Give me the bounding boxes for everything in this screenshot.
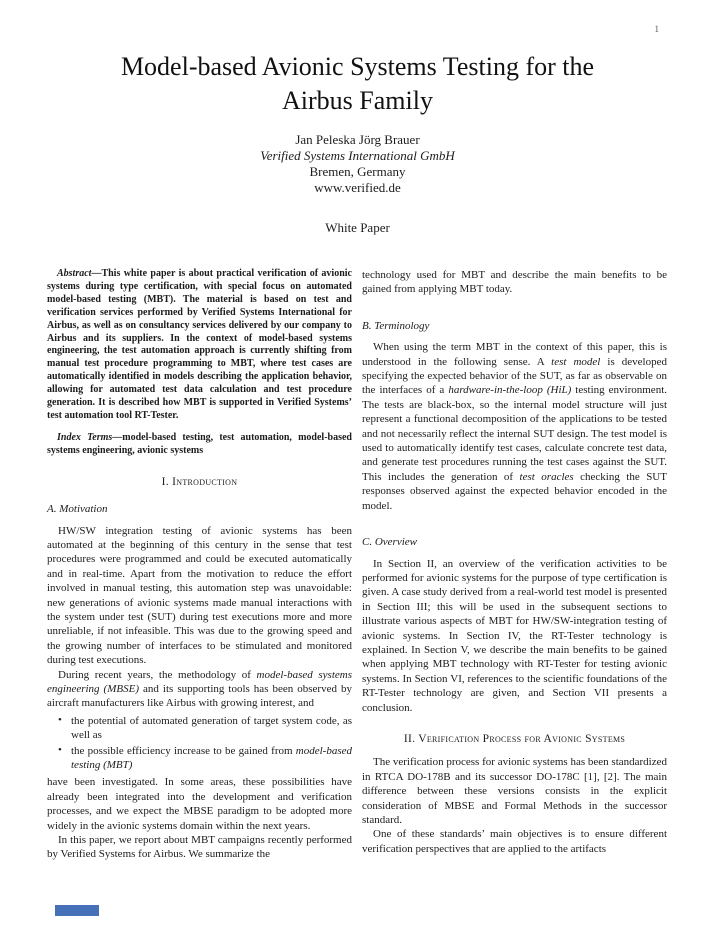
doc-type-label: White Paper bbox=[325, 220, 390, 235]
section-heading-verification-process: II. Verification Process for Avionic Systems bbox=[403, 732, 626, 745]
paragraph-motivation-3: have been investigated. In some areas, these possibilities have already been integrated into the development and verification processes, and we expect the MBSE paradigm to be adopted more widely in the avionic systems domain within the next years. bbox=[47, 776, 352, 832]
bullet-text: the possible efficiency increase to be gained from model-based testing (MBT) bbox=[71, 744, 352, 771]
section-heading-introduction: I. Introduction bbox=[161, 475, 238, 488]
index-terms-text: —model-based testing, test automation, model-based systems engineering, avionic systems bbox=[47, 431, 352, 456]
subsection-heading-terminology: B. Terminology bbox=[362, 319, 430, 332]
subsection-heading-overview: C. Overview bbox=[362, 536, 417, 549]
paragraph-terminology: When using the term MBT in the context of this paper, this is understood in the following sense. A test model is developed specifying the expected behavior of the SUT, as far as observable on the interfaces of a hardware-in-the-loop (HiL) testing environment. The tests are black-box, so the internal model structure will just represent a functional decomposition of the applications to be tested and not necessarily reflect the internal SUT design. The test model is used to automatically identify test cases, calculate concrete test data, and generate test procedures running the test cases against the SUT. This includes the generation of test oracles checking the SUT responses observed against the expected behavior encoded in the model. bbox=[362, 341, 667, 512]
abstract-paragraph bbox=[47, 268, 352, 423]
bullet-icon: • bbox=[58, 743, 62, 756]
paragraph-verification-2: One of these standards’ main objectives is to ensure different verification perspectives that are applied to the artifacts bbox=[362, 828, 667, 855]
bullet-icon: • bbox=[58, 713, 62, 726]
affiliation-line: Verified Systems International GmbH bbox=[260, 148, 455, 163]
paragraph-motivation-2: During recent years, the methodology of model-based systems engineering (MBSE) and its supporting tools has been observed by aircraft manufacturers like Airbus with growing interest, and bbox=[47, 668, 352, 710]
right-column bbox=[362, 268, 667, 862]
paragraph-continuation: technology used for MBT and describe the main benefits to be gained from applying MBT today. bbox=[362, 269, 667, 296]
left-column bbox=[47, 268, 352, 862]
bullet-text: the potential of automated generation of target system code, as well as bbox=[71, 714, 352, 742]
bullet-list bbox=[47, 714, 352, 773]
paper-title: Model-based Avionic Systems Testing for the Airbus Family bbox=[120, 52, 595, 115]
abstract-lead: Abstract bbox=[57, 268, 92, 279]
location-line: Bremen, Germany bbox=[309, 164, 406, 179]
index-terms-paragraph bbox=[47, 432, 352, 458]
author-block bbox=[0, 132, 715, 196]
authors-line: Jan Peleska Jörg Brauer bbox=[295, 132, 420, 147]
bullet-item bbox=[47, 714, 352, 743]
abstract-text: —This white paper is about practical verification of avionic systems during type certification, with special focus on automated model-based testing (MBT). The material is based on test and verification services performed by Verified Systems International for Airbus, as well as on consultancy services delivered by our company to Airbus and its suppliers. In the context of model-based systems engineering, the test automation approach is currently shifting from manual test procedure programming to MBT, where test cases are automatically identified in models describing the application behavior, allowing for automated test data calculation and test procedure generation. It is described how MBT is supported in Verified Systems’ test automation tool RT-Tester. bbox=[47, 268, 352, 421]
two-column-body bbox=[0, 268, 715, 862]
index-terms-lead: Index Terms bbox=[57, 431, 113, 443]
paragraph-motivation-4: In this paper, we report about MBT campaigns recently performed by Verified Systems for Airbus. We summarize the bbox=[47, 834, 352, 861]
paragraph-overview: In Section II, an overview of the verification activities to be performed for avionic systems for the purpose of type certification is given. A case study derived from a real-world test model is presented in Section III; this will be used in the subsequent sections to illustrate various aspects of MBT for HW/SW-integration testing of avionic systems. In Section IV, the RT-Tester technology is explained. In Section V, we describe the main benefits to be gained when applying MBT technology with RT-Tester for testing avionic systems. In Section VI, references to the scientific foundations of the RT-Tester technology are given, and Section VII presents a conclusion. bbox=[362, 557, 667, 714]
subsection-heading-motivation: A. Motivation bbox=[47, 503, 108, 516]
paragraph-verification-1: The verification process for avionic systems has been standardized in RTCA DO-178B and its successor DO-178C [1], [2]. The main difference between these versions consists in the explicit consideration of MBSE and Formal Methods in the successor standard. bbox=[362, 756, 667, 826]
paragraph-motivation-1: HW/SW integration testing of avionic systems has been automated at the beginning of this century in the sense that test procedures were programmed and could be executed automatically and in real-time. Apart from the motivation to reduce the effort involved in manual testing, this automation step was unavoidable: new generations of avionic systems made manual interactions with the system under test (SUT) during test executions more and more unreliable, if not infeasible. This was due to the growing speed and the growing number of interfaces to be stimulated and monitored during test executions. bbox=[47, 524, 352, 667]
link-annotation-box[interactable] bbox=[55, 905, 99, 916]
page-number: 1 bbox=[654, 24, 659, 34]
bullet-item bbox=[47, 744, 352, 773]
website-link[interactable]: www.verified.de bbox=[314, 180, 401, 195]
